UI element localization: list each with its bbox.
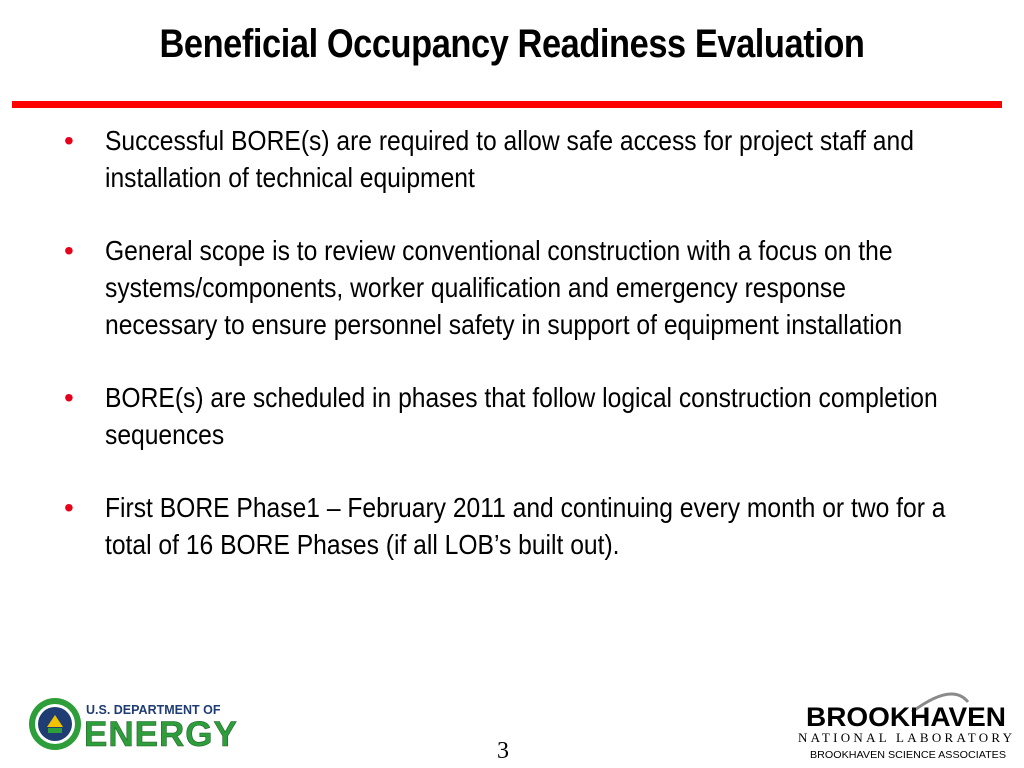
slide-title: Beneficial Occupancy Readiness Evaluation: [159, 22, 865, 66]
bullet-item: [62, 232, 982, 343]
bullet-text: First BORE Phase1 – February 2011 and continuing every month or two for a total of 16 BORE Phases (if all LOB’s built out).: [105, 492, 946, 560]
brookhaven-logo-associates: BROOKHAVEN SCIENCE ASSOCIATES: [810, 749, 1006, 761]
bullet-text: BORE(s) are scheduled in phases that follow logical construction completion sequences: [105, 382, 938, 450]
doe-logo-line2: ENERGY: [84, 715, 238, 751]
bullet-item: [62, 489, 982, 563]
bullet-text: Successful BORE(s) are required to allow safe access for project staff and installation of technical equipment: [105, 125, 914, 193]
bullet-text: General scope is to review conventional construction with a focus on the systems/components, worker qualification and emergency response necessary to ensure personnel safety in support of equipment installation: [105, 235, 903, 340]
bullet-marker: •: [64, 492, 74, 523]
title-divider: [12, 101, 1002, 108]
bullet-marker: •: [64, 125, 74, 156]
brookhaven-logo: [792, 686, 1014, 764]
brookhaven-logo-name: BROOKHAVEN: [806, 702, 1006, 732]
bullet-item: [62, 379, 982, 453]
brookhaven-logo-subtitle: NATIONAL LABORATORY: [798, 730, 1012, 745]
doe-seal-icon: [29, 698, 81, 750]
doe-logo-line1: U.S. DEPARTMENT OF: [86, 703, 221, 717]
bullet-marker: •: [64, 382, 74, 413]
page-number: 3: [497, 738, 509, 764]
bullet-list: [62, 122, 982, 599]
bullet-marker: •: [64, 235, 74, 266]
doe-logo: [28, 697, 248, 751]
bullet-item: [62, 122, 982, 196]
